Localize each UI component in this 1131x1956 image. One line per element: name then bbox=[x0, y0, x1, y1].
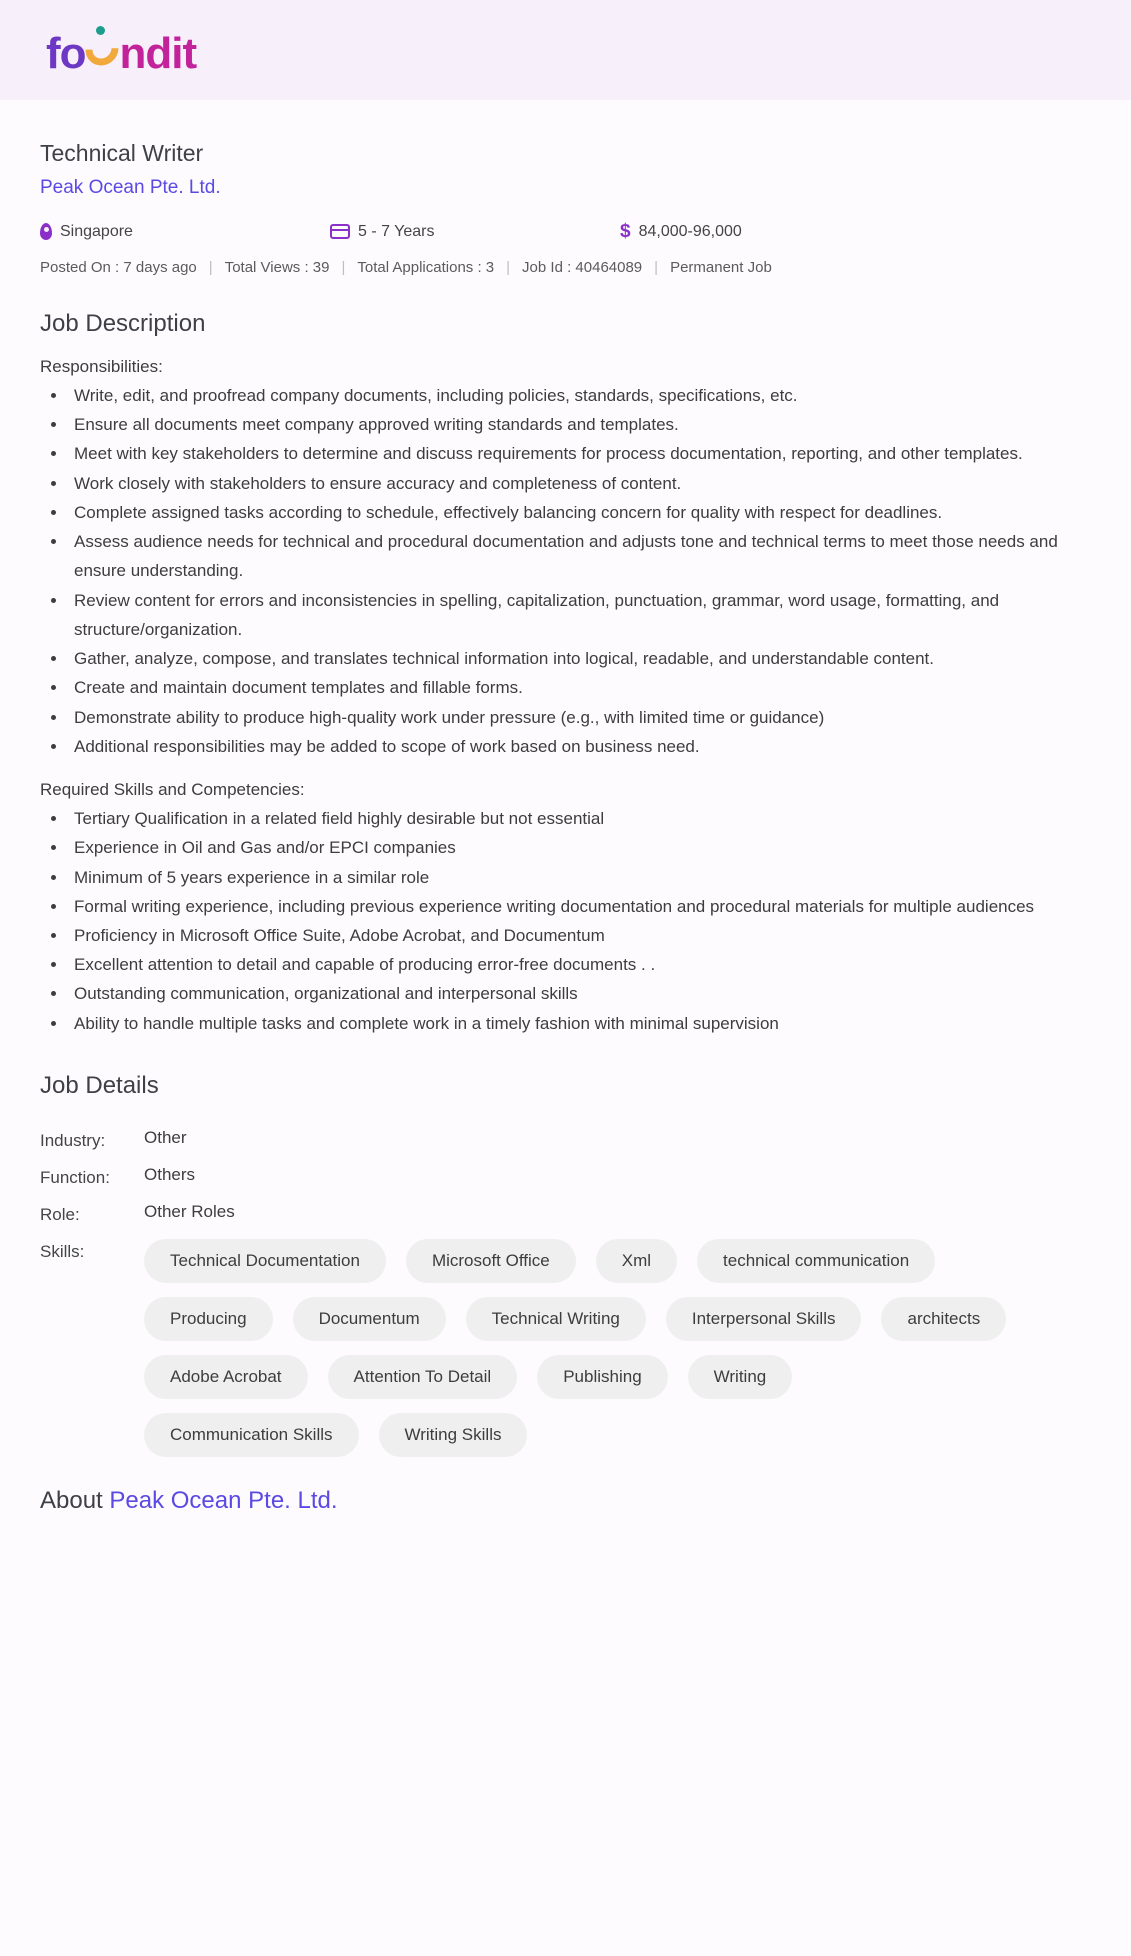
list-item: • Create and maintain document templates and fillable forms. bbox=[68, 673, 1091, 702]
list-item: • Complete assigned tasks according to schedule, effectively balancing concern for quality with respect for deadlines. bbox=[68, 498, 1091, 527]
location-pin-icon bbox=[40, 223, 52, 240]
responsibilities-list bbox=[40, 381, 1091, 761]
list-item: • Experience in Oil and Gas and/or EPCI companies bbox=[68, 833, 1091, 862]
job-experience bbox=[330, 223, 620, 241]
skill-chip[interactable]: Xml bbox=[596, 1239, 677, 1283]
detail-row-function bbox=[40, 1165, 1091, 1188]
list-item: • Tertiary Qualification in a related field highly desirable but not essential bbox=[68, 804, 1091, 833]
stat-job-type: Permanent Job bbox=[670, 259, 772, 276]
company-link[interactable]: Peak Ocean Pte. Ltd. bbox=[40, 177, 221, 198]
skill-chip[interactable]: Writing Skills bbox=[379, 1413, 528, 1457]
skill-chip[interactable]: Microsoft Office bbox=[406, 1239, 576, 1283]
role-label: Role: bbox=[40, 1204, 80, 1224]
required-skills-list bbox=[40, 804, 1091, 1038]
list-item: • Write, edit, and proofread company documents, including policies, standards, specifications, etc. bbox=[68, 381, 1091, 410]
logo-text-ndit: ndit bbox=[119, 28, 197, 78]
dollar-icon: $ bbox=[620, 221, 631, 242]
skill-chip[interactable]: Adobe Acrobat bbox=[144, 1355, 308, 1399]
skill-chip[interactable]: Interpersonal Skills bbox=[666, 1297, 862, 1341]
skill-chip[interactable]: Writing bbox=[688, 1355, 793, 1399]
skill-chip[interactable]: Attention To Detail bbox=[328, 1355, 518, 1399]
skills-label: Skills: bbox=[40, 1241, 85, 1261]
about-prefix: About bbox=[40, 1486, 110, 1514]
list-item: • Additional responsibilities may be added to scope of work based on business need. bbox=[68, 732, 1091, 761]
job-experience-text: 5 - 7 Years bbox=[358, 222, 435, 240]
required-skills-label: Required Skills and Competencies: bbox=[40, 780, 305, 800]
list-item: • Work closely with stakeholders to ensure accuracy and completeness of content. bbox=[68, 469, 1091, 498]
list-item: • Proficiency in Microsoft Office Suite, Adobe Acrobat, and Documentum bbox=[68, 921, 1091, 950]
list-item: • Assess audience needs for technical and procedural documentation and adjusts tone and technical terms to meet those needs and ensure understanding. bbox=[68, 527, 1091, 585]
site-header bbox=[0, 0, 1131, 100]
list-item: • Ability to handle multiple tasks and complete work in a timely fashion with minimal supervision bbox=[68, 1009, 1091, 1038]
function-label: Function: bbox=[40, 1167, 110, 1187]
role-value: Other Roles bbox=[144, 1201, 235, 1221]
skill-chip[interactable]: Technical Writing bbox=[466, 1297, 646, 1341]
skill-chip[interactable]: architects bbox=[881, 1297, 1006, 1341]
skills-chip-list bbox=[144, 1239, 1024, 1457]
page-title: Technical Writer bbox=[40, 140, 204, 166]
stat-divider: | bbox=[208, 259, 213, 276]
skill-chip[interactable]: Technical Documentation bbox=[144, 1239, 386, 1283]
responsibilities-label: Responsibilities: bbox=[40, 357, 163, 376]
about-company-link[interactable]: Peak Ocean Pte. Ltd. bbox=[109, 1486, 338, 1514]
briefcase-icon bbox=[330, 224, 350, 239]
foundit-logo[interactable] bbox=[46, 22, 196, 79]
stat-divider: | bbox=[654, 259, 659, 276]
stat-job-id: Job Id : 40464089 bbox=[522, 259, 643, 276]
detail-row-role bbox=[40, 1202, 1091, 1225]
list-item: • Minimum of 5 years experience in a similar role bbox=[68, 863, 1091, 892]
about-heading bbox=[40, 1487, 1091, 1515]
list-item: • Ensure all documents meet company approved writing standards and templates. bbox=[68, 410, 1091, 439]
list-item: • Formal writing experience, including previous experience writing documentation and procedural materials for multiple audiences bbox=[68, 892, 1091, 921]
list-item: • Gather, analyze, compose, and translates technical information into logical, readable, and understandable content. bbox=[68, 644, 1091, 673]
skill-chip[interactable]: Documentum bbox=[293, 1297, 446, 1341]
stat-divider: | bbox=[506, 259, 511, 276]
skill-chip[interactable]: technical communication bbox=[697, 1239, 935, 1283]
detail-row-skills bbox=[40, 1239, 1091, 1457]
skill-chip[interactable]: Producing bbox=[144, 1297, 273, 1341]
industry-label: Industry: bbox=[40, 1130, 106, 1150]
function-value: Others bbox=[144, 1164, 196, 1184]
stat-posted-on: Posted On : 7 days ago bbox=[40, 259, 197, 276]
job-description-heading: Job Description bbox=[40, 310, 206, 337]
skill-chip[interactable]: Publishing bbox=[537, 1355, 667, 1399]
job-location bbox=[40, 223, 330, 241]
job-meta-row bbox=[40, 222, 1091, 241]
stat-divider: | bbox=[341, 259, 346, 276]
job-location-text: Singapore bbox=[60, 222, 133, 240]
job-salary-text: 84,000-96,000 bbox=[638, 222, 742, 240]
list-item: • Outstanding communication, organizational and interpersonal skills bbox=[68, 979, 1091, 1008]
smile-icon bbox=[86, 22, 120, 68]
job-stats-row bbox=[40, 259, 1091, 276]
stat-total-views: Total Views : 39 bbox=[224, 259, 330, 276]
list-item: • Review content for errors and inconsistencies in spelling, capitalization, punctuation, grammar, word usage, formatting, and structure/organization. bbox=[68, 586, 1091, 644]
skill-chip[interactable]: Communication Skills bbox=[144, 1413, 359, 1457]
job-details-heading: Job Details bbox=[40, 1071, 159, 1099]
stat-total-applications: Total Applications : 3 bbox=[357, 259, 495, 276]
detail-row-industry bbox=[40, 1128, 1091, 1151]
job-details-grid bbox=[40, 1128, 1091, 1457]
list-item: • Demonstrate ability to produce high-quality work under pressure (e.g., with limited time or guidance) bbox=[68, 703, 1091, 732]
logo-text-fo: fo bbox=[46, 28, 86, 78]
list-item: • Excellent attention to detail and capable of producing error-free documents . . bbox=[68, 950, 1091, 979]
job-salary bbox=[620, 222, 742, 241]
industry-value: Other bbox=[144, 1127, 187, 1147]
list-item: • Meet with key stakeholders to determine and discuss requirements for process documentation, reporting, and other templates. bbox=[68, 439, 1091, 468]
